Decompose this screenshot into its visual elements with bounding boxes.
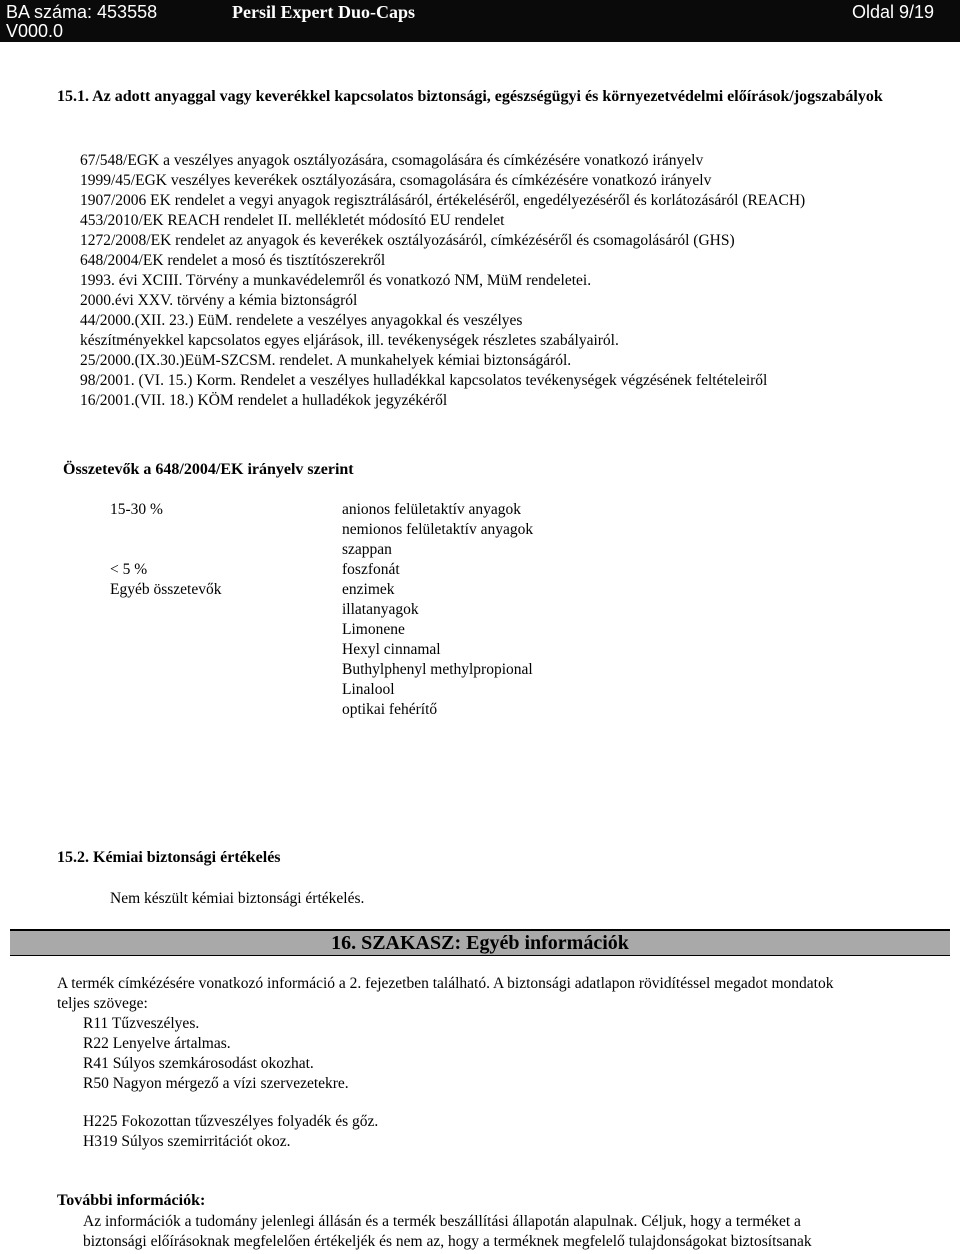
regulation-item: 2000.évi XXV. törvény a kémia biztonságról [80, 292, 358, 309]
regulation-item: 98/2001. (VI. 15.) Korm. Rendelet a veszélyes hulladékkal kapcsolatos tevékenységek végzésének feltételeiről [80, 372, 768, 389]
section-16-intro-line: A termék címkézésére vonatkozó információ a 2. fejezetben található. A biztonsági adatlapon rövidítéssel megadot mondatok [57, 975, 834, 992]
regulation-item: 648/2004/EK rendelet a mosó és tisztítószerekről [80, 252, 386, 269]
regulation-item: 16/2001.(VII. 18.) KÖM rendelet a hulladékok jegyzékéről [80, 392, 448, 409]
ingredient-name: Limonene [342, 621, 405, 638]
ingredient-name: szappan [342, 541, 392, 558]
h-phrase: H225 Fokozottan tűzveszélyes folyadék és gőz. [83, 1113, 379, 1130]
regulation-item: 1999/45/EGK veszélyes keverékek osztályozására, csomagolására és címkézésére vonatkozó irányelv [80, 172, 712, 189]
page-number: Oldal 9/19 [851, 2, 934, 22]
section-16-title: 16. SZAKASZ: Egyéb információk [331, 932, 629, 954]
r-phrase: R11 Tűzveszélyes. [83, 1015, 200, 1032]
ingredient-amount [110, 520, 221, 540]
h-phrase: H319 Súlyos szemirritációt okoz. [83, 1133, 291, 1150]
section-16-intro-line: teljes szövege: [57, 995, 148, 1012]
regulation-item: 1907/2006 EK rendelet a vegyi anyagok regisztrálásáról, értékeléséről, engedélyezéséről és korlátozásáról (REACH) [80, 192, 806, 209]
ingredient-amount: < 5 % [110, 561, 148, 578]
further-info-title: További információk: [57, 1192, 206, 1209]
section-15-2-text: Nem készült kémiai biztonsági értékelés. [110, 890, 365, 907]
document-version: V000.0 [6, 21, 64, 41]
ingredient-name: Hexyl cinnamal [342, 641, 441, 658]
ingredient-name: Buthylphenyl methylpropional [342, 661, 533, 678]
ingredient-amount: Egyéb összetevők [110, 581, 222, 598]
regulation-item: 44/2000.(XII. 23.) EüM. rendelete a veszélyes anyagokkal és veszélyes [80, 312, 523, 329]
product-name: Persil Expert Duo-Caps [232, 2, 415, 22]
ingredient-amount: 15-30 % [110, 501, 163, 518]
ingredient-name: anionos felületaktív anyagok [342, 501, 522, 518]
ingredient-amount [110, 540, 221, 560]
regulation-item: 1272/2008/EK rendelet az anyagok és keverékek osztályozásáról, címkézéséről és csomagolásáról (GHS) [80, 232, 735, 249]
r-phrase: R41 Súlyos szemkárosodást okozhat. [83, 1055, 314, 1072]
ingredients-amount-column [110, 500, 221, 600]
further-info-line: Az információk a tudomány jelenlegi állásán és a termék beszállítási állapotán alapulnak. Céljuk, hogy a terméket a [83, 1213, 801, 1230]
section-15-2-title: 15.2. Kémiai biztonsági értékelés [57, 849, 281, 866]
section-15-1-title: 15.1. Az adott anyaggal vagy keverékkel kapcsolatos biztonsági, egészségügyi és környezetvédelmi előírások/jogszabályok [57, 88, 883, 105]
regulation-item: 67/548/EGK a veszélyes anyagok osztályozására, csomagolására és címkézésére vonatkozó irányelv [80, 152, 704, 169]
regulation-item: készítményekkel kapcsolatos egyes eljárások, ill. tevékenységek részletes szabályairól. [80, 332, 619, 349]
regulation-list [80, 151, 805, 411]
section-16-header-bar [10, 929, 950, 956]
r-phrase-list [83, 1014, 349, 1094]
further-info-line: biztonsági előírásoknak megfelelően értékeljék és nem az, hogy a terméknek megfelelő tulajdonságokat biztosítsanak [83, 1233, 812, 1250]
regulation-item: 25/2000.(IX.30.)EüM-SZCSM. rendelet. A munkahelyek kémiai biztonságáról. [80, 352, 572, 369]
ingredient-name: optikai fehérítő [342, 701, 438, 718]
ingredient-name: enzimek [342, 581, 395, 598]
ingredient-name: nemionos felületaktív anyagok [342, 521, 534, 538]
regulation-item: 453/2010/EK REACH rendelet II. mellékletét módosító EU rendelet [80, 212, 505, 229]
ingredients-name-column [342, 500, 533, 720]
ingredient-name: illatanyagok [342, 601, 419, 618]
regulation-item: 1993. évi XCIII. Törvény a munkavédelemről és vonatkozó NM, MüM rendeletei. [80, 272, 592, 289]
r-phrase: R22 Lenyelve ártalmas. [83, 1035, 231, 1052]
ingredient-name: Linalool [342, 681, 395, 698]
ingredients-title: Összetevők a 648/2004/EK irányelv szerint [63, 461, 354, 478]
ingredient-name: foszfonát [342, 561, 400, 578]
r-phrase: R50 Nagyon mérgező a vízi szervezetekre. [83, 1075, 349, 1092]
document-header [0, 0, 960, 42]
h-phrase-list [83, 1112, 378, 1152]
document-number: BA száma: 453558 [6, 2, 158, 22]
